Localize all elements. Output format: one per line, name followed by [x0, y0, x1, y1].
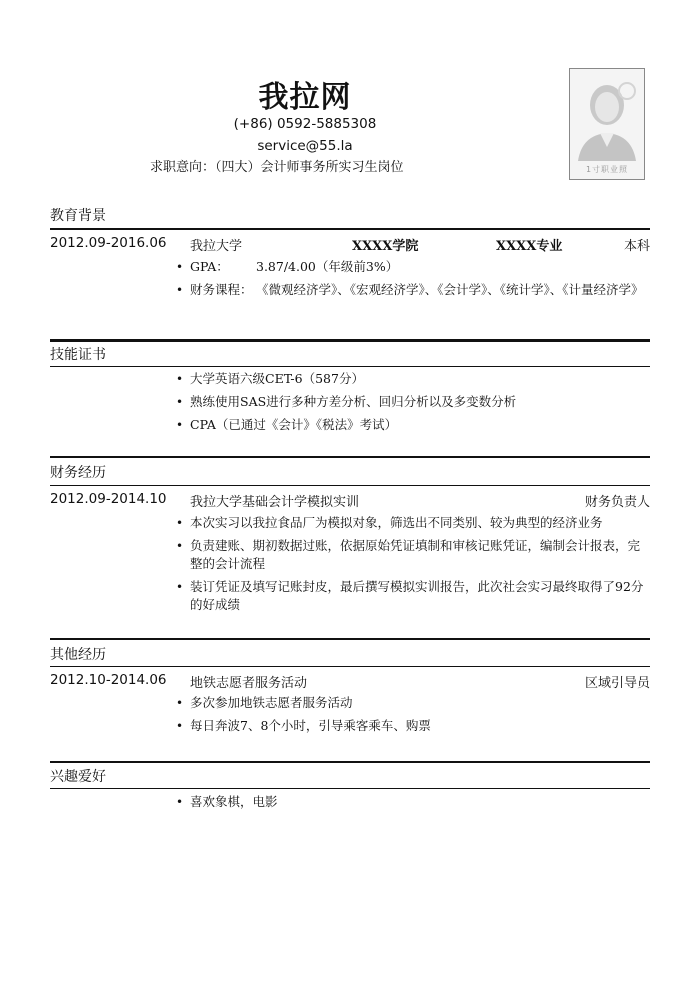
- section-title: 教育背景: [50, 208, 106, 224]
- section-divider: [50, 228, 650, 230]
- school-name: 我拉大学: [190, 239, 243, 254]
- other-details: [176, 694, 650, 740]
- photo-label: 1寸职业照: [585, 165, 629, 174]
- section-title: 技能证书: [50, 347, 106, 363]
- skills-list: [176, 370, 650, 439]
- section-education: [50, 205, 650, 297]
- phone-number: (+86) 0592-5885308: [233, 116, 377, 132]
- list-item: • 大学英语六级CET-6（587分）: [176, 370, 650, 388]
- section-divider: [50, 638, 650, 640]
- section-divider: [50, 761, 650, 763]
- section-other-experience: [50, 641, 650, 733]
- section-hobbies: [50, 764, 650, 809]
- section-title: 其他经历: [50, 647, 106, 663]
- section-skills: [50, 344, 650, 432]
- gpa-label: • GPA：: [190, 259, 229, 274]
- major-name: XXXX专业: [496, 239, 563, 254]
- list-item: • 本次实习以我拉食品厂为模拟对象，筛选出不同类别、较为典型的经济业务: [176, 514, 650, 532]
- email-address: service@55.la: [257, 138, 353, 154]
- education-date: 2012.09-2016.06: [50, 235, 167, 251]
- section-divider: [50, 666, 650, 667]
- section-divider: [50, 485, 650, 486]
- list-item: • 喜欢象棋，电影: [176, 793, 650, 811]
- list-item: • 负责建账、期初数据过账，依据原始凭证填制和审核记账凭证，编制会计报表，完整的会计流程: [176, 537, 650, 573]
- degree-level: 本科: [623, 239, 650, 254]
- other-date: 2012.10-2014.06: [50, 672, 167, 688]
- finance-org: 我拉大学基础会计学模拟实训: [190, 495, 360, 510]
- other-role: 区域引导员: [584, 676, 650, 691]
- section-title: 兴趣爱好: [50, 769, 106, 785]
- courses-label: • 财务课程：: [190, 282, 253, 297]
- section-divider: [50, 788, 650, 789]
- education-details: [176, 258, 650, 304]
- list-item: [176, 258, 650, 276]
- list-item: • 装订凭证及填写记账封皮，最后撰写模拟实训报告，此次社会实习最终取得了92分的好成绩: [176, 578, 650, 614]
- other-org: 地铁志愿者服务活动: [190, 676, 308, 691]
- list-item: • CPA（已通过《会计》《税法》考试）: [176, 416, 650, 434]
- finance-details: [176, 514, 650, 619]
- section-divider: [50, 340, 650, 342]
- gpa-value: 3.87/4.00（年级前3%）: [256, 259, 399, 274]
- finance-date: 2012.09-2014.10: [50, 491, 167, 507]
- section-finance-experience: [50, 458, 650, 612]
- list-item: • 多次参加地铁志愿者服务活动: [176, 694, 650, 712]
- list-item: • 熟练使用SAS进行多种方差分析、回归分析以及多变数分析: [176, 393, 650, 411]
- section-divider: [50, 366, 650, 367]
- section-title: 财务经历: [50, 465, 106, 481]
- college-name: XXXX学院: [352, 239, 419, 254]
- list-item: [176, 281, 650, 299]
- courses-value: 《微观经济学》、《宏观经济学》、《会计学》、《统计学》、《计量经济学》: [256, 282, 644, 297]
- finance-role: 财务负责人: [584, 495, 650, 510]
- hobbies-list: [176, 793, 650, 816]
- person-silhouette-icon: [570, 69, 644, 179]
- job-objective: 求职意向：（四大）会计师事务所实习生岗位: [150, 160, 404, 175]
- resume-header: [0, 0, 700, 200]
- profile-photo-placeholder: [569, 68, 645, 180]
- section-divider: [50, 456, 650, 458]
- applicant-name: 我拉网: [258, 80, 352, 115]
- list-item: • 每日奔波7、8个小时，引导乘客乘车、购票: [176, 717, 650, 735]
